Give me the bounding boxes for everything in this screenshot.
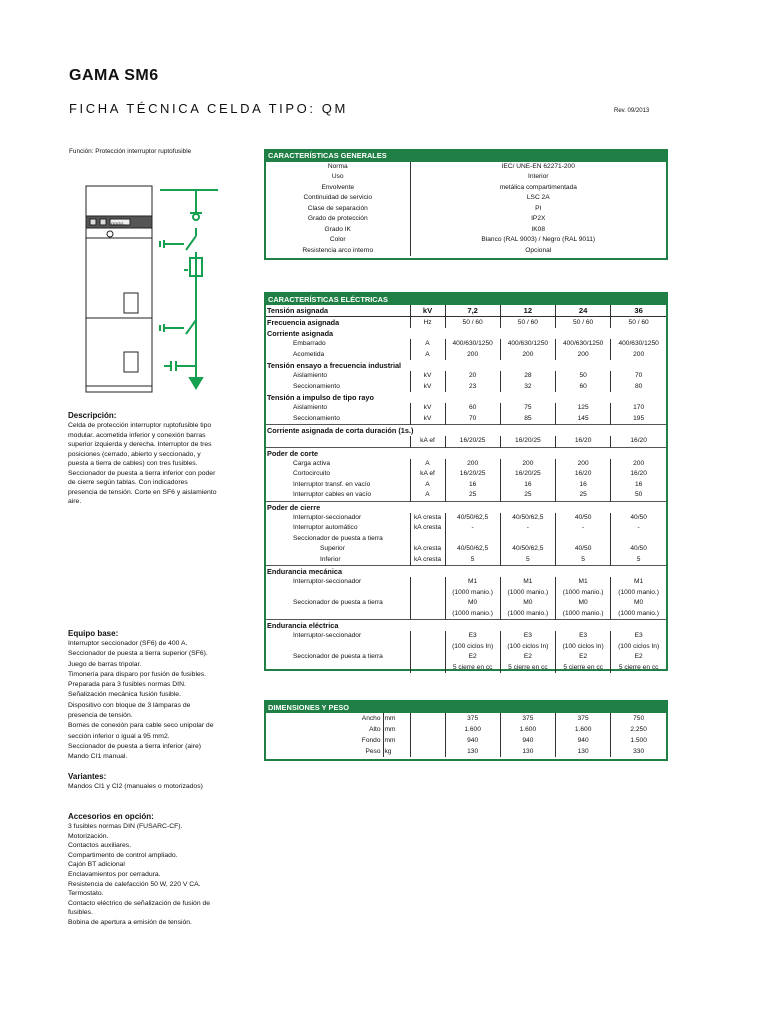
value-cell: M0 <box>445 598 500 609</box>
value-cell: 40/50/62,5 <box>445 544 500 555</box>
row-value: IK08 <box>410 225 666 236</box>
value-cell: 50 / 60 <box>556 317 611 329</box>
row-label: Acometida <box>293 350 325 358</box>
value-cell: 5 <box>611 555 666 566</box>
unit-cell: kV <box>410 382 445 393</box>
value-cell: 170 <box>611 403 666 414</box>
unit-cell: kV <box>410 414 445 425</box>
value-cell: 2.250 <box>611 724 666 735</box>
value-cell: 145 <box>556 414 611 425</box>
cabinet-drawing <box>86 186 152 392</box>
page-title: GAMA SM6 <box>69 67 159 84</box>
equipo-text: Interruptor seccionador (SF6) de 400 A. Seccionador de puesta a tierra superior (SF6). Juego de barras tripolar. Timonería para disparo por fusión de fusibles. Preparada para 3 fusibles normas DIN. Señalización mecánica fusión fusible. Dispositivo con bloque de 3 lámparas de presencia de tensión. Bornes de conexión para cable seco unipolar de sección inferior o igual a 95 mm2. Seccionador de puesta a tierra inferior (aire) Mando CI1 manual. <box>68 640 214 761</box>
row-value: Interior <box>410 172 666 183</box>
table-row <box>266 317 666 329</box>
value-cell: (100 ciclos In) <box>556 642 611 653</box>
table-row <box>266 339 666 350</box>
table-row <box>266 631 666 642</box>
value-cell: - <box>556 523 611 534</box>
voltage-24: 24 <box>556 305 611 317</box>
unit-cell: A <box>410 490 445 501</box>
value-cell: 50 / 60 <box>611 317 666 329</box>
row-label: Seccionamiento <box>293 414 340 422</box>
value-cell: E3 <box>556 631 611 642</box>
value-cell: 60 <box>445 403 500 414</box>
variantes-title: Variantes: <box>68 772 107 781</box>
table-row <box>266 183 666 194</box>
table-row <box>266 566 666 578</box>
row-label: Norma <box>327 162 348 170</box>
table-row <box>266 588 666 599</box>
single-line-diagram <box>160 190 218 388</box>
value-cell: 400/630/1250 <box>611 339 666 350</box>
table-row <box>266 371 666 382</box>
unit-cell: kg <box>383 746 410 757</box>
value-cell: E2 <box>500 652 555 663</box>
dimensions-table <box>264 700 668 761</box>
row-label: Interruptor-seccionador <box>293 513 362 521</box>
table-row <box>266 620 666 632</box>
value-cell: (100 ciclos In) <box>500 642 555 653</box>
value-cell: 75 <box>500 403 555 414</box>
value-cell: E3 <box>445 631 500 642</box>
row-label: Interruptor automático <box>293 524 358 531</box>
unit-cell <box>410 577 445 588</box>
value-cell: M0 <box>500 598 555 609</box>
cell-diagram <box>80 178 220 400</box>
value-cell: 200 <box>500 350 555 361</box>
group-label: Frecuencia asignada <box>267 318 340 327</box>
row-label: Seccionador de puesta a tierra <box>293 534 383 542</box>
value-cell: (1000 manio.) <box>500 609 555 620</box>
value-cell: 940 <box>556 735 611 746</box>
table-row <box>266 425 666 437</box>
value-cell: 25 <box>500 490 555 501</box>
row-label: Resistencia arco interno <box>302 246 374 254</box>
table-row <box>266 235 666 246</box>
value-cell <box>556 534 611 545</box>
unit-cell <box>410 631 445 642</box>
row-label: Aislamiento <box>293 372 328 379</box>
row-label: Grado de protección <box>307 215 368 222</box>
group-label: Corriente asignada <box>267 329 334 338</box>
value-cell: M1 <box>556 577 611 588</box>
general-title: CARACTERÍSTICAS GENERALES <box>266 151 666 162</box>
table-row <box>266 652 666 663</box>
value-cell: 1.500 <box>611 735 666 746</box>
value-cell: 16 <box>611 480 666 491</box>
row-label: Embarrado <box>293 340 326 347</box>
table-row <box>266 459 666 470</box>
unit-cell: mm <box>383 735 410 746</box>
value-cell: 200 <box>445 459 500 470</box>
unit-cell <box>410 663 445 674</box>
value-cell: 20 <box>445 371 500 382</box>
unit-cell: A <box>410 350 445 361</box>
table-row <box>266 724 666 735</box>
row-value: IEC/ UNE-EN 62271-200 <box>410 162 666 173</box>
value-cell: 940 <box>445 735 500 746</box>
unit-cell <box>410 598 445 609</box>
value-cell: 25 <box>556 490 611 501</box>
value-cell: 125 <box>556 403 611 414</box>
rated-voltage-label: Tensión asignada <box>266 305 410 317</box>
value-cell: 200 <box>611 459 666 470</box>
row-label: Uso <box>331 173 344 180</box>
table-row <box>266 480 666 491</box>
value-cell: 80 <box>611 382 666 393</box>
value-cell: E3 <box>500 631 555 642</box>
group-label: Endurancia mecánica <box>266 566 666 578</box>
unit-cell <box>410 534 445 545</box>
value-cell <box>500 534 555 545</box>
row-label: Carga activa <box>293 459 331 467</box>
value-cell: 400/630/1250 <box>445 339 500 350</box>
value-cell: 200 <box>556 459 611 470</box>
table-row <box>266 328 666 339</box>
table-row <box>266 577 666 588</box>
unit-cell <box>410 588 445 599</box>
value-cell: 200 <box>556 350 611 361</box>
equipo-section <box>68 628 263 763</box>
value-cell: 1.600 <box>500 724 555 735</box>
table-row <box>266 447 666 459</box>
row-value: LSC 2A <box>410 193 666 204</box>
value-cell: 200 <box>445 350 500 361</box>
row-label: Seccionador de puesta a tierra <box>293 653 383 660</box>
value-cell: 16/20 <box>611 469 666 480</box>
value-cell: (100 ciclos In) <box>611 642 666 653</box>
row-label: Inferior <box>320 555 341 563</box>
value-cell: 1.600 <box>445 724 500 735</box>
descripcion-section <box>68 410 258 507</box>
electrical-title: CARACTERÍSTICAS ELÉCTRICAS <box>266 294 666 305</box>
unit-cell: A <box>410 339 445 350</box>
value-cell: 50 <box>556 371 611 382</box>
unit-cell: kA cresta <box>410 513 445 524</box>
row-label: Seccionador de puesta a tierra <box>293 599 383 606</box>
row-label <box>266 609 410 620</box>
row-label: Continuidad de servicio <box>303 194 373 201</box>
row-label: Grado IK <box>324 225 351 233</box>
value-cell: 130 <box>445 746 500 757</box>
unit-cell: mm <box>383 724 410 735</box>
value-cell: 375 <box>445 713 500 724</box>
table-row <box>266 513 666 524</box>
group-label: Corriente asignada de corta duración (1s.) <box>266 425 666 437</box>
unit-cell: A <box>410 480 445 491</box>
descripcion-text: Celda de protección interruptor ruptofusible tipo modular. acometida inferior y conexión barras superior izquierda y derecha. Interruptor de tres posiciones (cerrado, abierto y seccionado, y puesta a tierra de cables) con tres fusibles. Seccionador de puesta a tierra inferior con poder de cierre según tablas. Con indicadores presencia de tensión. Corte en SF6 y aislamiento aire. <box>68 422 217 505</box>
group-label: Poder de corte <box>266 447 666 459</box>
group-label: Poder de cierre <box>266 501 666 513</box>
value-cell: 200 <box>611 350 666 361</box>
value-cell: 40/50 <box>611 544 666 555</box>
table-row <box>266 713 666 724</box>
row-value: Opcional <box>410 246 666 257</box>
page-subtitle: FICHA TÉCNICA CELDA TIPO: QM <box>69 101 348 116</box>
value-cell: (1000 manio.) <box>556 588 611 599</box>
value-cell: 400/630/1250 <box>500 339 555 350</box>
value-cell: 16/20/25 <box>445 469 500 480</box>
value-cell: 85 <box>500 414 555 425</box>
panel-label: GGGG <box>111 221 124 226</box>
unit-cell: kV <box>410 403 445 414</box>
row-value: IP2X <box>410 214 666 225</box>
row-label <box>266 663 410 674</box>
group-label: Endurancia eléctrica <box>266 620 666 632</box>
table-row <box>266 746 666 757</box>
voltage-7-2: 7,2 <box>445 305 500 317</box>
unit-cell <box>410 652 445 663</box>
value-cell: 5 cierre en cc <box>611 663 666 674</box>
row-label <box>266 588 410 599</box>
value-cell: 1.600 <box>556 724 611 735</box>
value-cell: (1000 manio.) <box>611 588 666 599</box>
group-label: Tensión a impulso de tipo rayo <box>267 393 374 402</box>
value-cell: 32 <box>500 382 555 393</box>
dimension-label: Peso <box>365 748 381 755</box>
table-row <box>266 414 666 425</box>
value-cell: (1000 manio.) <box>445 609 500 620</box>
value-cell: (1000 manio.) <box>611 609 666 620</box>
value-cell: 28 <box>500 371 555 382</box>
table-row <box>266 403 666 414</box>
value-cell: 25 <box>445 490 500 501</box>
value-cell: 60 <box>556 382 611 393</box>
rated-voltage-unit: kV <box>410 305 445 317</box>
voltage-12: 12 <box>500 305 555 317</box>
value-cell: 70 <box>611 371 666 382</box>
value-cell: 750 <box>611 713 666 724</box>
value-cell: - <box>611 523 666 534</box>
value-cell: 16 <box>500 480 555 491</box>
spacer-cell <box>410 746 445 757</box>
row-label: Aislamiento <box>293 404 328 411</box>
row-label: Seccionamiento <box>293 382 340 390</box>
value-cell: 16/20/25 <box>500 436 555 447</box>
row-label: Cortocircuito <box>293 470 331 477</box>
spacer-cell <box>410 735 445 746</box>
table-row <box>266 392 666 403</box>
row-label <box>266 436 410 447</box>
row-label: Interruptor-seccionador <box>293 632 362 639</box>
value-cell: E2 <box>445 652 500 663</box>
row-label: Interruptor-seccionador <box>293 578 362 585</box>
variantes-section <box>68 771 263 793</box>
electrical-characteristics-table <box>264 292 668 671</box>
spacer-cell <box>410 724 445 735</box>
table-row <box>266 663 666 674</box>
value-cell: 50 / 60 <box>500 317 555 329</box>
value-cell: 5 <box>445 555 500 566</box>
dimensions-title: DIMENSIONES Y PESO <box>266 702 666 713</box>
group-label: Tensión ensayo a frecuencia industrial <box>267 361 402 370</box>
table-row <box>266 523 666 534</box>
unit-cell <box>410 609 445 620</box>
unit-cell: kA cresta <box>410 544 445 555</box>
table-row <box>266 360 666 371</box>
row-value: metálica compartimentada <box>410 183 666 194</box>
unit-cell <box>410 642 445 653</box>
unit-cell: kA cresta <box>410 555 445 566</box>
accesorios-text: 3 fusibles normas DIN (FUSARC-CF). Motorización. Contactos auxiliares. Compartimento de control ampliado. Cajón BT adicional Enclavamientos por cerradura. Resistencia de calefacción 50 W, 220 V CA. Termostato. Contacto eléctrico de señalización de fusión de fusibles. Bobina de apertura a emisión de tensión. <box>68 823 211 926</box>
descripcion-title: Descripción: <box>68 411 117 420</box>
table-row <box>266 642 666 653</box>
value-cell: 16 <box>556 480 611 491</box>
value-cell: (1000 manio.) <box>500 588 555 599</box>
equipo-title: Equipo base: <box>68 629 119 638</box>
value-cell: 5 <box>500 555 555 566</box>
row-value: Blanco (RAL 9003) / Negro (RAL 9011) <box>410 235 666 246</box>
unit-cell: mm <box>383 713 410 724</box>
value-cell: 16/20/25 <box>500 469 555 480</box>
table-row <box>266 382 666 393</box>
row-label: Color <box>329 236 346 243</box>
row-label: Interruptor transf. en vacío <box>293 480 371 488</box>
value-cell: 40/50/62,5 <box>500 544 555 555</box>
value-cell: 375 <box>500 713 555 724</box>
value-cell: M0 <box>556 598 611 609</box>
table-row <box>266 214 666 225</box>
dimension-label: Fondo <box>361 737 381 744</box>
value-cell: 40/50 <box>556 544 611 555</box>
value-cell: 16/20 <box>556 436 611 447</box>
value-cell: 16/20 <box>611 436 666 447</box>
unit-cell: kA cresta <box>410 523 445 534</box>
value-cell: 130 <box>556 746 611 757</box>
spacer-cell <box>410 713 445 724</box>
value-cell: 5 cierre en cc <box>500 663 555 674</box>
table-row <box>266 246 666 257</box>
dimension-label: Ancho <box>361 715 381 722</box>
value-cell: 50 / 60 <box>445 317 500 329</box>
table-row <box>266 735 666 746</box>
table-row <box>266 598 666 609</box>
value-cell: E2 <box>611 652 666 663</box>
table-row <box>266 490 666 501</box>
table-row <box>266 350 666 361</box>
function-label: Función: Protección interruptor ruptofusible <box>69 148 192 155</box>
accesorios-section <box>68 811 263 928</box>
voltage-36: 36 <box>611 305 666 317</box>
value-cell: 375 <box>556 713 611 724</box>
value-cell <box>445 534 500 545</box>
value-cell: M0 <box>611 598 666 609</box>
value-cell: 40/50 <box>556 513 611 524</box>
value-cell: 400/630/1250 <box>556 339 611 350</box>
unit-cell: kV <box>410 371 445 382</box>
value-cell: 16/20 <box>556 469 611 480</box>
row-value: PI <box>410 204 666 215</box>
row-label: Interruptor cables en vacío <box>293 491 372 498</box>
table-row <box>266 609 666 620</box>
value-cell: - <box>445 523 500 534</box>
table-row <box>266 534 666 545</box>
value-cell: M1 <box>445 577 500 588</box>
row-label <box>266 642 410 653</box>
table-row <box>266 225 666 236</box>
variantes-text: Mandos CI1 y CI2 (manuales o motorizados) <box>68 783 203 790</box>
table-row <box>266 469 666 480</box>
table-row <box>266 193 666 204</box>
accesorios-title: Accesorios en opción: <box>68 812 154 821</box>
unit-cell: kA ef <box>410 469 445 480</box>
table-row <box>266 555 666 566</box>
value-cell: 940 <box>500 735 555 746</box>
value-cell: 5 cierre en cc <box>445 663 500 674</box>
table-row <box>266 501 666 513</box>
value-cell: 195 <box>611 414 666 425</box>
unit-cell: Hz <box>410 317 445 329</box>
unit-cell: kA ef <box>410 436 445 447</box>
value-cell: E2 <box>556 652 611 663</box>
value-cell: 40/50 <box>611 513 666 524</box>
value-cell: E3 <box>611 631 666 642</box>
value-cell: 330 <box>611 746 666 757</box>
table-row <box>266 436 666 447</box>
revision-label: Rev. 09/2013 <box>614 108 650 114</box>
value-cell: 130 <box>500 746 555 757</box>
value-cell: 16/20/25 <box>445 436 500 447</box>
value-cell: 5 <box>556 555 611 566</box>
value-cell: (1000 manio.) <box>445 588 500 599</box>
unit-cell: A <box>410 459 445 470</box>
value-cell: M1 <box>611 577 666 588</box>
row-label: Envolvente <box>321 183 355 191</box>
value-cell: 40/50/62,5 <box>500 513 555 524</box>
general-characteristics-table <box>264 149 668 260</box>
dimension-label: Alto <box>369 726 381 733</box>
table-row <box>266 162 666 173</box>
value-cell: 23 <box>445 382 500 393</box>
value-cell: 5 cierre en cc <box>556 663 611 674</box>
value-cell: M1 <box>500 577 555 588</box>
value-cell: - <box>500 523 555 534</box>
value-cell: 40/50/62,5 <box>445 513 500 524</box>
value-cell: 70 <box>445 414 500 425</box>
table-row <box>266 544 666 555</box>
row-label: Clase de separación <box>307 204 368 212</box>
value-cell: 50 <box>611 490 666 501</box>
value-cell: (100 ciclos In) <box>445 642 500 653</box>
row-label: Superior <box>320 545 345 552</box>
table-row <box>266 204 666 215</box>
value-cell: 200 <box>500 459 555 470</box>
value-cell: (1000 manio.) <box>556 609 611 620</box>
value-cell: 16 <box>445 480 500 491</box>
value-cell <box>611 534 666 545</box>
table-row <box>266 172 666 183</box>
